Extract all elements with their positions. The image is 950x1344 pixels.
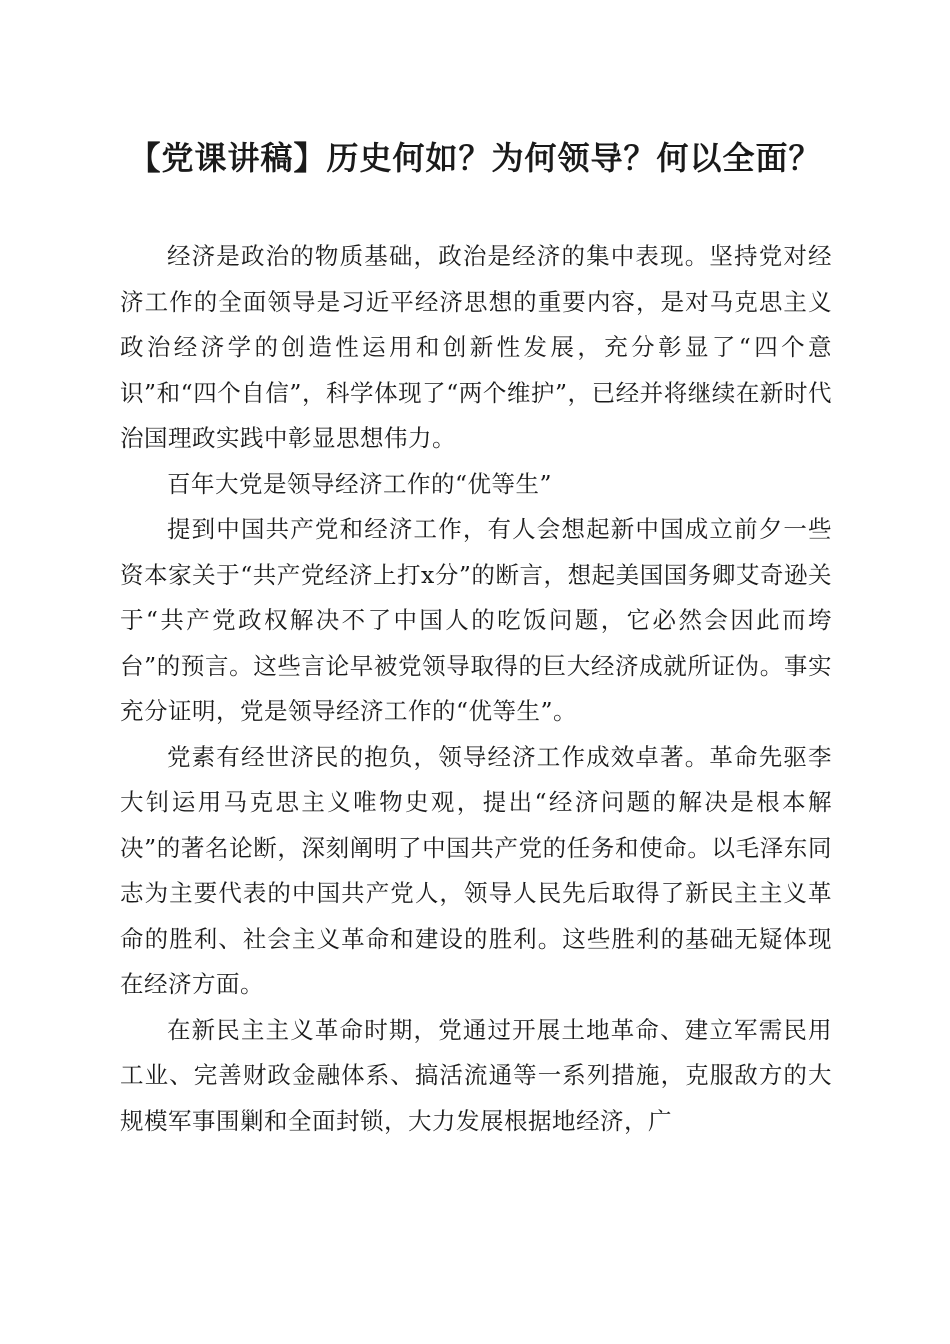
section-heading: 百年大党是领导经济工作的“优等生” [167, 469, 553, 498]
paragraph-history: 提到中国共产党和经济工作，有人会想起新中国成立前夕一些资本家关于“共产党经济上打x分”的断言，想起美国国务卿艾奇逊关于“共产党政权解决不了中国人的吃饭问题，它必然会因此而垮台”的预言。这些言论早被党领导取得的巨大经济成就所证伪。事实充分证明，党是领导经济工作的“优等生”。 [120, 515, 832, 725]
document-title: 【党课讲稿】历史何如？为何领导？何以全面？ [128, 139, 822, 177]
paragraph-intro: 经济是政治的物质基础，政治是经济的集中表现。坚持党对经济工作的全面领导是习近平经济思想的重要内容，是对马克思主义政治经济学的创造性运用和创新性发展，充分彰显了“四个意识”和“四个自信”，科学体现了“两个维护”，已经并将继续在新时代治国理政实践中彰显思想伟力。 [120, 242, 832, 452]
paragraph-achievements: 党素有经世济民的抱负，领导经济工作成效卓著。革命先驱李大钊运用马克思主义唯物史观，提出“经济问题的解决是根本解决”的著名论断，深刻阐明了中国共产党的任务和使命。以毛泽东同志为主要代表的中国共产党人，领导人民先后取得了新民主主义革命的胜利、社会主义革命和建设的胜利。这些胜利的基础无疑体现在经济方面。 [120, 742, 832, 998]
document-body [120, 234, 832, 1144]
paragraph-revolution-period: 在新民主主义革命时期，党通过开展土地革命、建立军需民用工业、完善财政金融体系、搞活流通等一系列措施，克服敌方的大规模军事围剿和全面封锁，大力发展根据地经济，广 [120, 1015, 832, 1135]
